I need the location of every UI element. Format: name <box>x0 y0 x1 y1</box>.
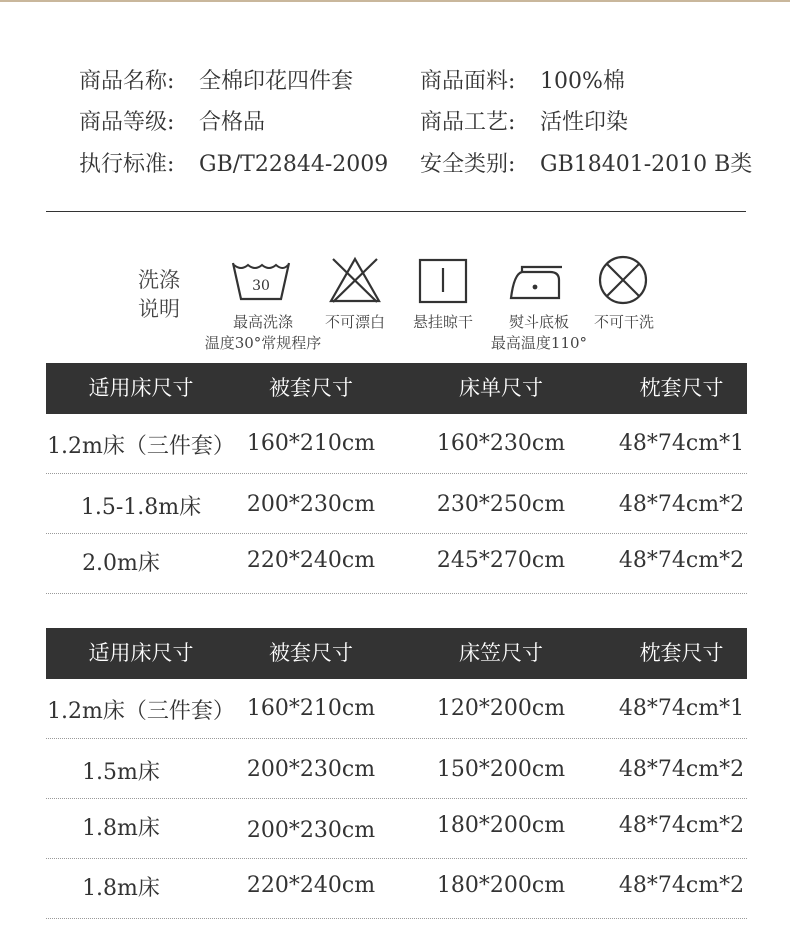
row-divider <box>46 858 747 859</box>
info-value: 活性印染 <box>540 110 629 135</box>
wash-tub-30-icon <box>231 261 291 303</box>
table-cell: 1.2m床（三件套） <box>47 434 235 459</box>
wash-caption-line: 不可漂白 <box>324 313 385 331</box>
wash-caption-line: 不可干洗 <box>593 313 654 331</box>
iron-icon <box>508 262 562 302</box>
info-grade <box>79 105 265 136</box>
table2-header-cell: 床笠尺寸 <box>459 641 543 665</box>
table-cell: 180*200cm <box>436 813 566 838</box>
table-cell: 48*74cm*2 <box>618 548 745 573</box>
table2-header-cell: 枕套尺寸 <box>639 641 724 665</box>
table-cell: 200*230cm <box>246 492 376 517</box>
table-cell: 1.2m床（三件套） <box>47 699 235 724</box>
wash-caption-line: 最高温度110° <box>490 334 588 352</box>
wash-caption <box>484 312 594 354</box>
table1-header-cell: 床单尺寸 <box>459 376 543 400</box>
table-cell: 120*200cm <box>436 696 566 721</box>
table-cell: 48*74cm*2 <box>618 492 745 517</box>
wash-caption-line: 温度30°常规程序 <box>204 334 322 352</box>
wash-caption-line: 最高洗涤 <box>232 313 293 331</box>
info-value: 合格品 <box>199 110 266 135</box>
row-divider <box>46 533 747 534</box>
info-name <box>79 64 353 95</box>
table-cell: 48*74cm*1 <box>618 696 745 721</box>
table-cell: 220*240cm <box>246 548 376 573</box>
no-bleach-icon <box>328 256 382 304</box>
info-label: 商品工艺: <box>420 110 516 135</box>
table2-header <box>46 628 747 679</box>
table-cell: 2.0m床 <box>82 551 160 576</box>
row-divider <box>46 593 747 594</box>
table-cell: 230*250cm <box>436 492 566 517</box>
info-fabric <box>420 64 625 95</box>
row-divider <box>46 473 747 474</box>
table-cell: 245*270cm <box>436 548 566 573</box>
info-label: 商品面料: <box>420 69 516 94</box>
table-cell: 200*230cm <box>246 757 376 782</box>
table-cell: 150*200cm <box>436 757 566 782</box>
table-cell: 1.5m床 <box>82 760 160 785</box>
table-cell: 48*74cm*2 <box>618 873 745 898</box>
row-divider <box>46 918 747 919</box>
wash-caption <box>584 312 664 333</box>
table1-header <box>46 363 747 414</box>
info-value: 100%棉 <box>540 69 625 94</box>
wash-temp-label: 30 <box>252 278 270 294</box>
table2-header-cell: 被套尺寸 <box>269 641 353 665</box>
hang-dry-icon <box>418 258 468 304</box>
info-safety <box>420 147 752 178</box>
washing-title-line: 说明 <box>138 297 180 321</box>
table-cell: 48*74cm*2 <box>618 813 745 838</box>
info-value: GB/T22844-2009 <box>199 152 389 177</box>
table1-header-cell: 枕套尺寸 <box>639 376 724 400</box>
table-cell: 48*74cm*1 <box>618 431 745 456</box>
washing-title-line: 洗涤 <box>138 268 180 292</box>
info-value: 全棉印花四件套 <box>199 69 354 94</box>
table-cell: 1.8m床 <box>82 816 160 841</box>
washing-title <box>138 266 180 324</box>
table1-header-cell: 被套尺寸 <box>269 376 353 400</box>
table-cell: 180*200cm <box>436 873 566 898</box>
no-dry-clean-icon <box>597 254 649 306</box>
info-value: GB18401-2010 B类 <box>540 152 753 177</box>
table-cell: 1.8m床 <box>82 876 160 901</box>
table-cell: 48*74cm*2 <box>618 757 745 782</box>
info-process <box>420 105 628 136</box>
table2-header-cell: 适用床尺寸 <box>88 641 194 665</box>
table-cell: 160*210cm <box>246 431 376 456</box>
row-divider <box>46 738 747 739</box>
top-accent-line <box>0 0 790 2</box>
wash-caption <box>403 312 483 333</box>
wash-caption <box>193 312 333 354</box>
table1-header-cell: 适用床尺寸 <box>88 376 194 400</box>
row-divider <box>46 798 747 799</box>
wash-caption-line: 熨斗底板 <box>508 313 569 331</box>
wash-caption-line: 悬挂晾干 <box>412 313 473 331</box>
wash-caption <box>315 312 395 333</box>
section-divider <box>46 211 746 212</box>
table-cell: 200*230cm <box>246 818 376 843</box>
table-cell: 220*240cm <box>246 873 376 898</box>
info-label: 商品名称: <box>79 69 175 94</box>
table-cell: 160*210cm <box>246 696 376 721</box>
info-label: 安全类别: <box>420 152 516 177</box>
info-label: 商品等级: <box>79 110 175 135</box>
table-cell: 1.5-1.8m床 <box>80 495 202 520</box>
info-label: 执行标准: <box>79 152 175 177</box>
table-cell: 160*230cm <box>436 431 566 456</box>
info-standard <box>79 147 388 178</box>
